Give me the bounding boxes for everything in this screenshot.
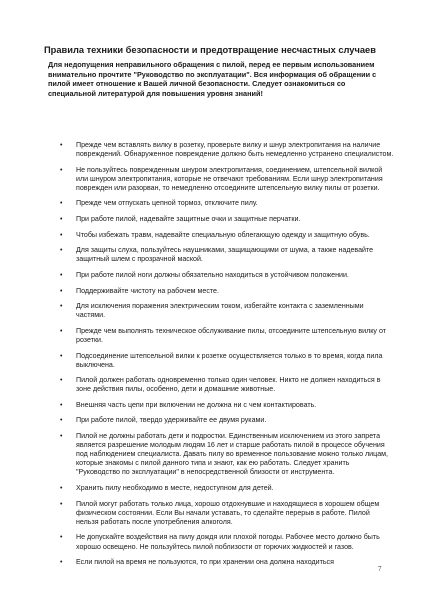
list-item [60,499,394,527]
list-item [60,558,394,567]
list-item [60,400,394,410]
intro-paragraph: Для недопущения неправильного обращения с пилой, перед ее первым использованием внимательно прочтите "Руководство по эксплуатации". Вся информация об обращении с пилой имеет отношение к Вашей личной безопасности. Следует ознакомиться со специальной литературой для повышения уровня знаний! [48,60,377,98]
list-item-text: Прежде чем выполнять техническое обслуживание пилы, отсоедините штепсельную вилку от розетки. [76,326,386,344]
bullet-icon: • [60,417,63,425]
list-item-text: Пилой не должны работать дети и подростки. Единственным исключением из этого запрета является разрешение молодым людям 16 лет и старше работать пилой в процессе обучения под наблюдением специалиста. Давать пилу во временное пользование можно только лицам, которые знакомы с пилой данного типа и знают, как ею работать. Следует хранить "Руководство по эксплуатации" в непосредственной близости от инструмента. [76,432,388,477]
safety-rules-list [60,141,394,574]
list-item-text: При работе пилой, надевайте защитные очки и защитные перчатки. [76,215,301,224]
bullet-icon: • [60,401,63,409]
list-item [60,432,394,477]
list-item-text: Чтобы избежать травм, надевайте специальную облегающую одежду и защитную обувь. [76,230,370,239]
list-item-text: Не допускайте воздействия на пилу дождя или плохой погоды. Рабочее место должно быть хорошо освещено. Не пользуйтесь пилой поблизости от горючих жидкостей и газов. [76,533,380,551]
bullet-icon: • [60,200,63,208]
bullet-icon: • [60,559,63,567]
list-item [60,141,394,159]
list-item-text: Прежде чем вставлять вилку в розетку, проверьте вилку и шнур электропитания на наличие повреждений. Обнаруженное повреждение должно быть немедленно устранено специалистом. [76,141,394,159]
list-item [60,246,394,264]
list-item-text: Для защиты слуха, пользуйтесь наушниками, защищающими от шума, а также надевайте защитный шлем с прозрачной маской. [76,246,374,264]
list-item [60,199,394,208]
list-item [60,533,394,551]
bullet-icon: • [60,303,63,311]
list-item [60,326,394,345]
list-item [60,270,394,280]
list-item-text: Хранить пилу необходимо в месте, недоступном для детей. [76,484,274,493]
list-item [60,302,394,320]
list-item [60,286,394,296]
list-item [60,165,394,193]
bullet-icon: • [60,485,63,493]
bullet-icon: • [60,287,63,295]
list-item [60,351,394,370]
list-item-text: При работе пилой, твердо удерживайте ее двумя руками. [76,416,267,425]
list-item [60,484,394,493]
list-item-text: Пилой должен работать одновременно только один человек. Никто не должен находиться в зоне действия пилы, особенно, дети и домашние животные. [76,376,381,394]
page-title: Правила техники безопасности и предотвращение несчастных случаев [44,45,376,55]
list-item-text: При работе пилой ноги должны обязательно находиться в устойчивом положении. [76,270,349,279]
list-item-text: Поддерживайте чистоту на рабочем месте. [76,286,219,295]
bullet-icon: • [60,166,63,174]
bullet-icon: • [60,534,63,542]
bullet-icon: • [60,377,63,385]
page-number: 7 [378,565,382,573]
bullet-icon: • [60,433,63,441]
list-item-text: Внешняя часть цепи при включении не должна ни с чем контактировать. [76,400,317,409]
bullet-icon: • [60,327,63,335]
bullet-icon: • [60,231,63,239]
bullet-icon: • [60,142,63,149]
bullet-icon: • [60,352,63,360]
list-item [60,215,394,224]
list-item [60,230,394,240]
list-item-text: Для исключения поражения электрическим током, избегайте контакта с заземленными частями. [76,302,364,320]
bullet-icon: • [60,216,63,224]
list-item-text: Пилой могут работать только лица, хорошо отдохнувшие и находящиеся в хорошем общем физическом состоянии. Если Вы начали уставать, то сделайте перерыв в работе. Пилой нельзя работать после употребления алкоголя. [76,499,380,526]
bullet-icon: • [60,247,63,255]
bullet-icon: • [60,271,63,279]
list-item [60,416,394,425]
bullet-icon: • [60,500,63,508]
list-item-text: Если пилой на время не пользуются, то при хранении она должна находиться [76,558,334,567]
list-item-text: Не пользуйтесь поврежденным шнуром электропитания, соединением, штепсельной вилкой или шнуром электропитания, которые не отвечают требованиям. Если шнур электропитания поврежден или разорван, то немедленно отсоедините штепсельную вилку пилы от розетки. [76,165,383,192]
list-item-text: Прежде чем отпускать цепной тормоз, отключите пилу. [76,199,258,208]
list-item-text: Подсоединение штепсельной вилки к розетке осуществляется только в то время, когда пила выключена. [76,351,383,369]
list-item [60,376,394,394]
